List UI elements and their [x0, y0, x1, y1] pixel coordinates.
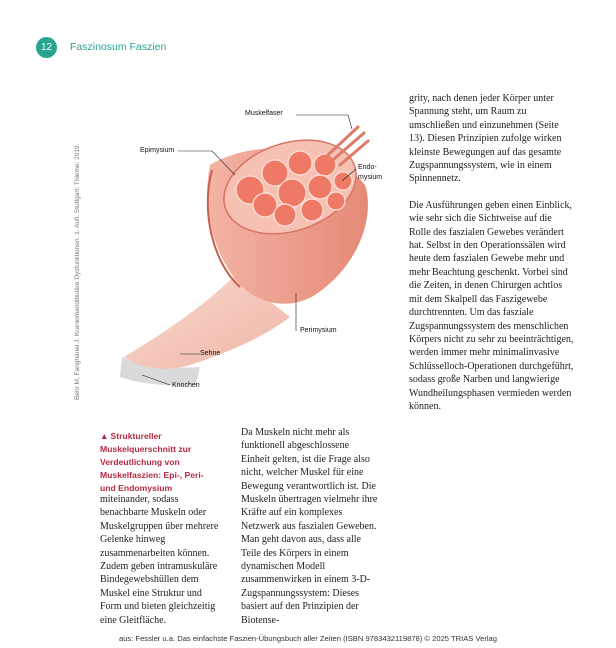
- label-knochen: Knochen: [172, 382, 200, 389]
- label-muskelfaser: Muskelfaser: [245, 110, 283, 117]
- body-column-right: [409, 92, 574, 413]
- label-sehne: Sehne: [200, 350, 221, 357]
- muscle-cross-section-figure: [100, 95, 400, 405]
- body-middle-paragraph: Da Muskeln nicht mehr als funktionell abgeschlossene Einheit gelten, ist die Frage also nicht, welcher Muskel für eine Bewegung verantwortlich ist. Die Muskeln übertragen vielmehr ihre Kräfte auf ein komplexes Netzwerk aus faszialen Geweben. Man geht davon aus, dass alle Teile des Körpers in einem dynamischen Modell zusammenwirken in einem 3-D-Zugspannungssystem: Dieses basiert auf den Prinzipien der Biotense-: [241, 427, 378, 626]
- page-footer: aus: Fessler u.a. Das einfachste Faszien-Übungsbuch aller Zeiten (ISBN 9783432119878) © 2025 TRIAS Verlag: [118, 634, 498, 643]
- body-column-middle: [241, 426, 380, 627]
- label-epimysium: Epimysium: [140, 147, 175, 154]
- body-left-paragraph: miteinander, sodass benachbarte Muskeln oder Muskelgruppen über mehrere Gelenke hinweg zusammenarbeiten können. Zudem geben intramuskuläre Bindegewebshüllen dem Muskel eine Struktur und Form und bieten gleichzeitig eine Gleitfläche.: [100, 494, 219, 626]
- page-number-badge: 12: [36, 37, 57, 58]
- body-column-left: [100, 493, 224, 627]
- label-endomysium-1: Endo-: [358, 164, 377, 171]
- body-right-paragraph-2: Die Ausführungen geben einen Einblick, wie sehr sich die Sichtweise auf die Rolle des faszialen Gewebes verändert hat. Selbst in den Operationssälen wird heute dem faszialen Gewebe mehr und mehr Beachtung geschenkt. Vorbei sind die Zeiten, in denen Chirurgen achtlos mit dem Skalpell das Faszigewebe durchtrennten. Um das fasziale Zugspannungssystem des menschlichen Körpers nicht zu sehr zu beeinträchtigen, werden immer mehr minimalinvasive Schlüsselloch-Operationen durchgeführt, sodass große Narben und langwierige Wundheilungsphasen vermieden werden können.: [409, 199, 574, 412]
- running-head: Faszinosum Faszien: [70, 41, 167, 53]
- body-right-paragraph-1: grity, nach denen jeder Körper unter Spannung steht, um Raum zu umschließen und einzunehmen (Seite 13). Diesen Prinzipien zufolge wirken kleinste Bewegungen auf das gesamte Zugspannungssystem, wie in einem Spinnennetz.: [409, 93, 562, 185]
- caption-text: Struktureller Muskelquerschnitt zur Verdeutlichung von Muskelfaszien: Epi-, Peri- und Endomysium: [100, 431, 204, 493]
- caption-arrow-icon: ▲: [100, 431, 109, 441]
- muscle-illustration: [100, 95, 400, 405]
- figure-caption: [100, 430, 212, 495]
- label-perimysium: Perimysium: [300, 327, 337, 334]
- label-endomysium-2: mysium: [358, 174, 383, 181]
- image-credit: Behr M, Fanghänel J. Kraniomandibuläre Dysfunktionen. 1. Aufl. Stuttgart: Thieme; 2019.: [74, 143, 81, 400]
